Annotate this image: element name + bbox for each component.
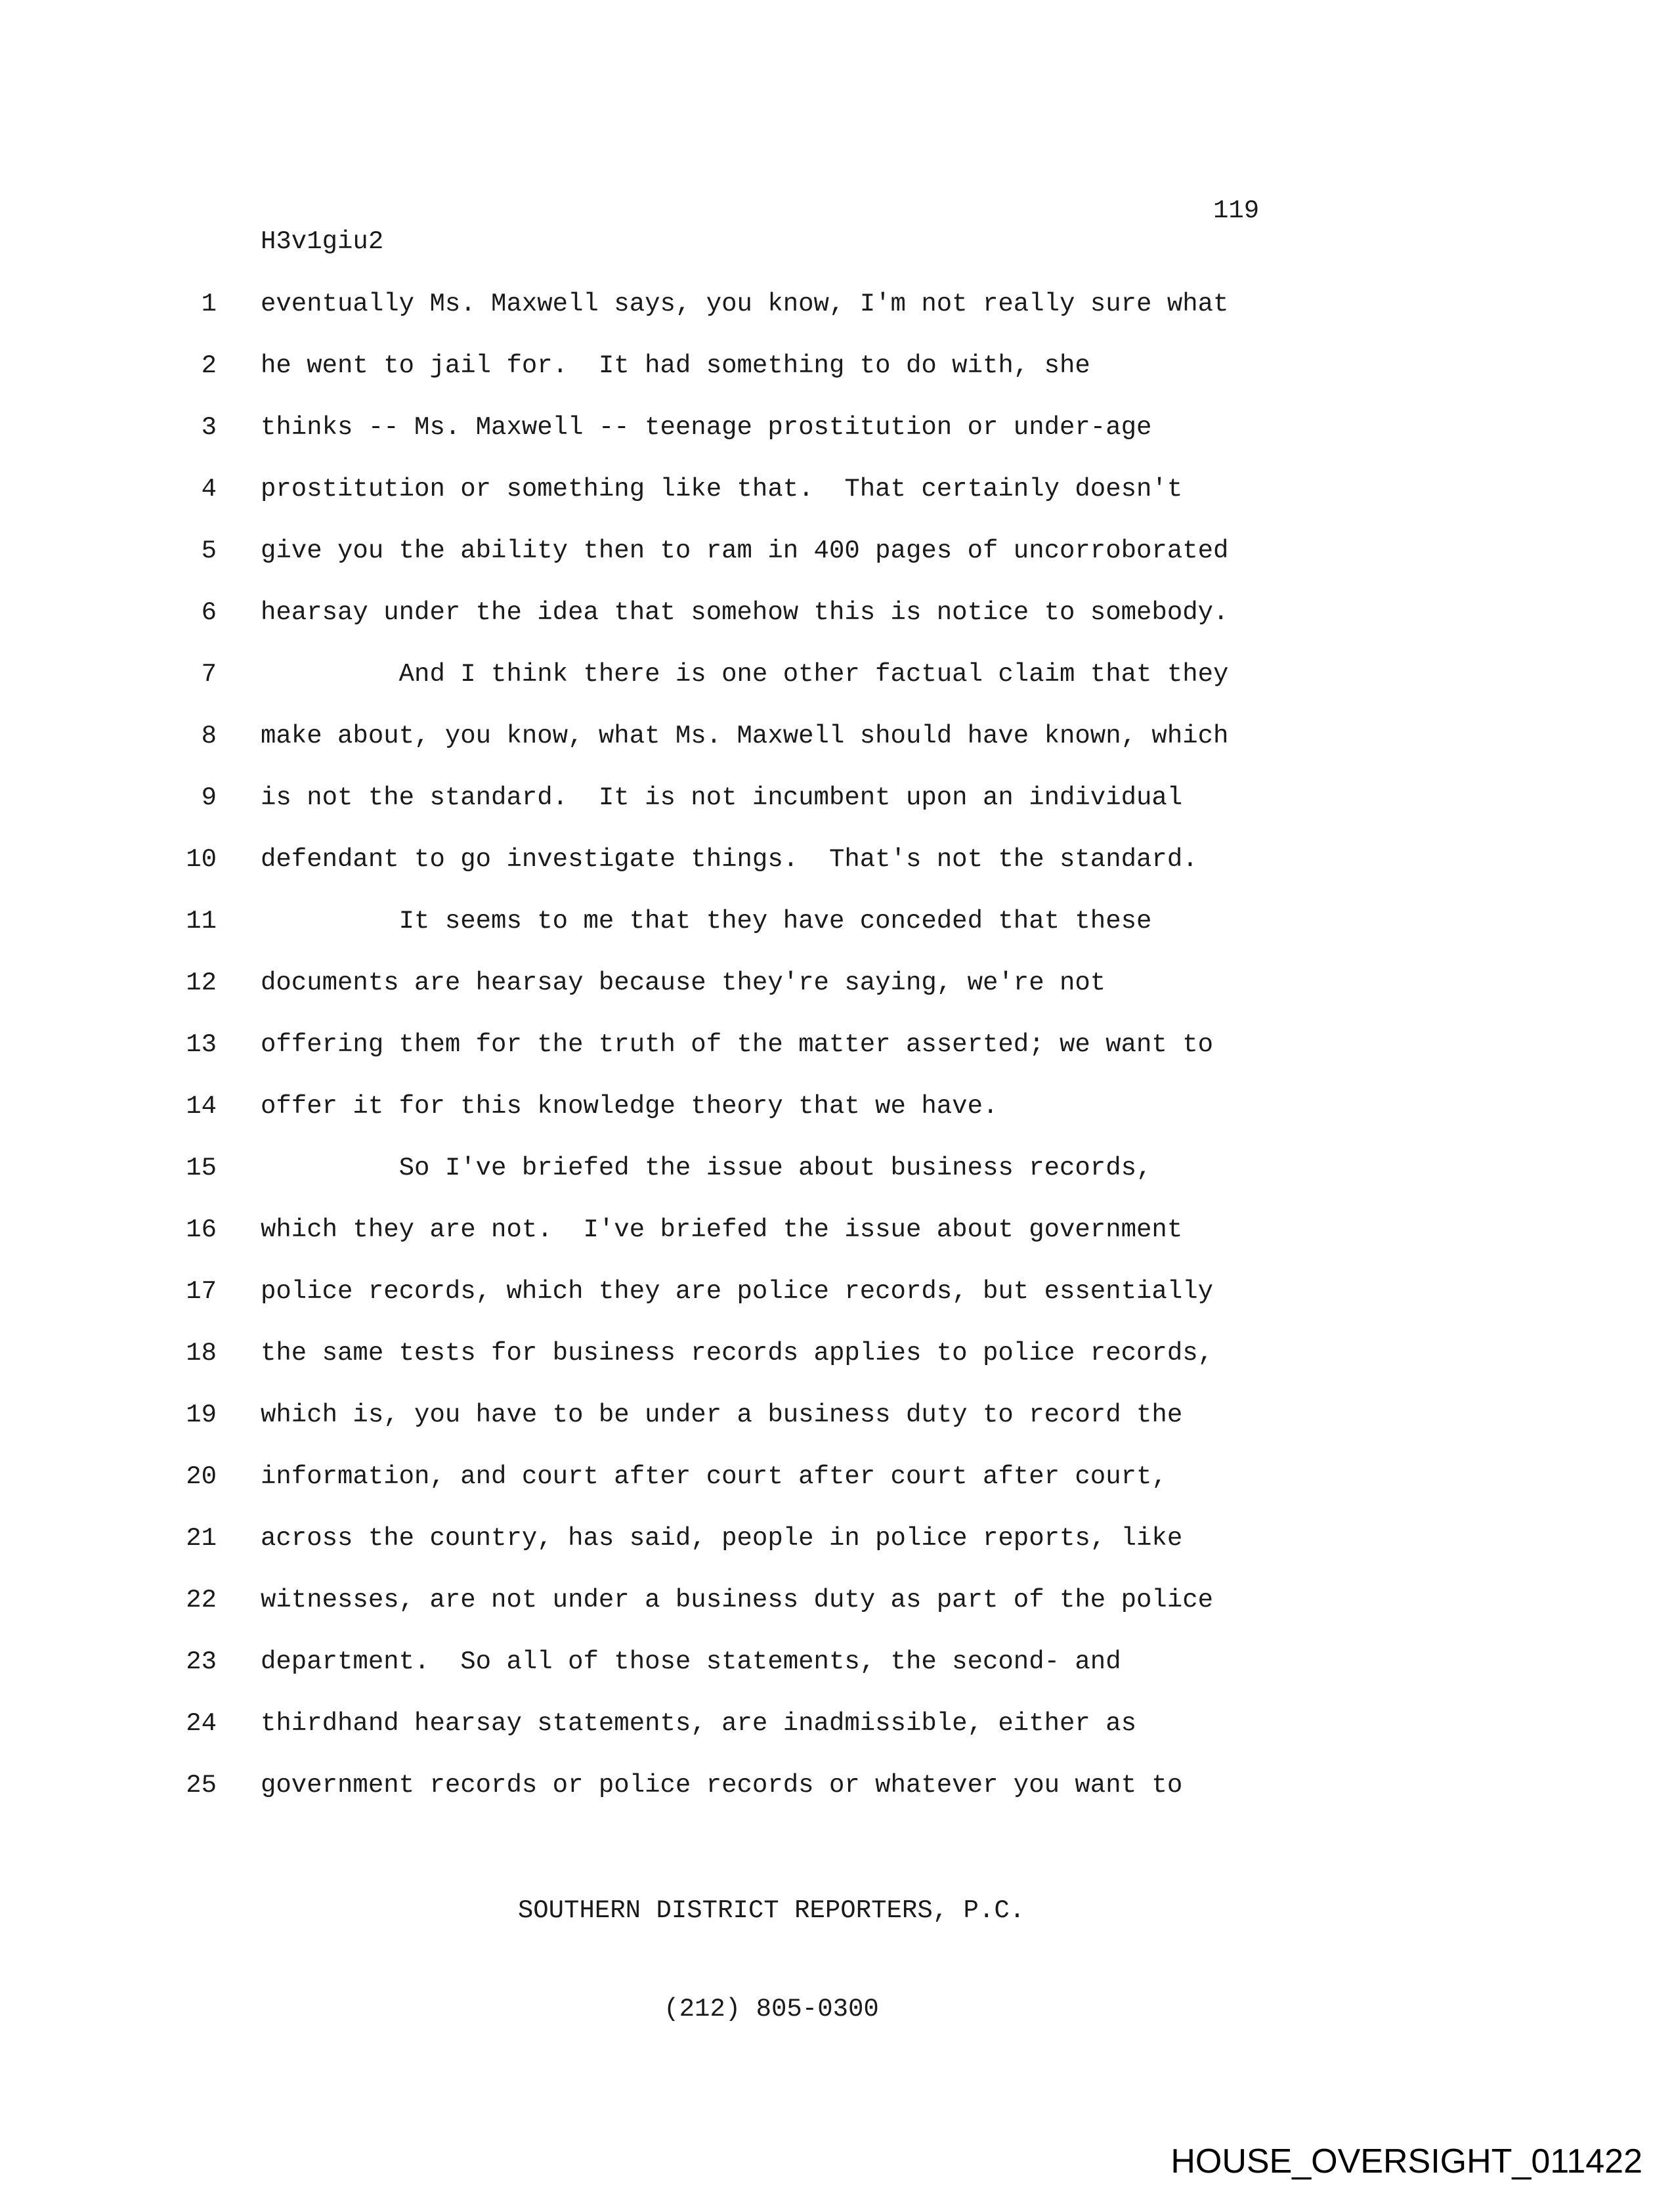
line-text: offering them for the truth of the matter asserted; we want to [261,1030,1214,1059]
line-number: 10 [186,845,217,874]
line-text: make about, you know, what Ms. Maxwell should have known, which [261,722,1229,750]
transcript-line [0,288,1674,349]
bates-number: HOUSE_OVERSIGHT_011422 [1170,2142,1642,2180]
reporter-name: SOUTHERN DISTRICT REPORTERS, P.C. [517,1896,1025,1925]
line-number: 14 [186,1092,217,1121]
line-number: 18 [186,1339,217,1368]
transcript-line [0,1769,1674,1831]
line-number: 25 [186,1771,217,1800]
line-text: information, and court after court after court after court, [261,1462,1167,1491]
transcript-line [0,411,1674,473]
line-text: offer it for this knowledge theory that we have. [261,1092,998,1121]
line-text: hearsay under the idea that somehow this is notice to somebody. [261,598,1229,627]
line-number: 1 [201,290,217,318]
line-text: documents are hearsay because they're saying, we're not [261,968,1106,997]
line-text: department. So all of those statements, the second- and [261,1647,1121,1676]
line-text: eventually Ms. Maxwell says, you know, I'm not really sure what [261,290,1229,318]
line-number: 8 [201,722,217,750]
line-text: across the country, has said, people in police reports, like [261,1524,1183,1553]
line-number: 6 [201,598,217,627]
line-number: 9 [201,783,217,812]
transcript-line [0,1090,1674,1152]
line-text: the same tests for business records applies to police records, [261,1339,1214,1368]
line-number: 16 [186,1215,217,1244]
line-text: give you the ability then to ram in 400 pages of uncorroborated [261,536,1229,565]
line-number: 7 [201,660,217,689]
line-number: 21 [186,1524,217,1553]
line-number: 2 [201,351,217,380]
line-text: defendant to go investigate things. That's not the standard. [261,845,1198,874]
line-number: 24 [186,1709,217,1738]
line-text: And I think there is one other factual claim that they [261,660,1229,689]
transcript-line [0,1460,1674,1522]
transcript-line [0,1152,1674,1213]
transcript-line [0,1337,1674,1399]
transcript-line [0,658,1674,720]
line-text: is not the standard. It is not incumbent upon an individual [261,783,1183,812]
transcript-line [0,596,1674,658]
line-number: 11 [186,907,217,936]
line-number: 3 [201,413,217,442]
transcript-line [0,1275,1674,1337]
transcript-line [0,534,1674,596]
case-code: H3v1giu2 [261,227,384,256]
transcript-line [0,1213,1674,1275]
line-number: 5 [201,536,217,565]
transcript-line [0,843,1674,905]
reporter-footer [0,1829,1543,2058]
transcript-line [0,1028,1674,1090]
page-number: 119 [1213,196,1260,225]
line-text: witnesses, are not under a business duty as part of the police [261,1586,1214,1615]
transcript-line [0,349,1674,411]
line-text: which they are not. I've briefed the issue about government [261,1215,1183,1244]
line-number: 15 [186,1154,217,1182]
line-text: thirdhand hearsay statements, are inadmissible, either as [261,1709,1137,1738]
line-text: he went to jail for. It had something to do with, she [261,351,1090,380]
transcript-line [0,1584,1674,1645]
line-text: prostitution or something like that. That certainly doesn't [261,475,1183,504]
line-text: which is, you have to be under a business duty to record the [261,1400,1183,1429]
line-number: 4 [201,475,217,504]
transcript-line [0,720,1674,781]
transcript-line [0,473,1674,534]
line-text: It seems to me that they have conceded that these [261,907,1152,936]
line-text: police records, which they are police records, but essentially [261,1277,1214,1306]
line-number: 12 [186,968,217,997]
line-text: government records or police records or whatever you want to [261,1771,1183,1800]
line-number: 23 [186,1647,217,1676]
transcript-body [0,288,1674,1831]
line-number: 13 [186,1030,217,1059]
transcript-line [0,1399,1674,1460]
line-number: 20 [186,1462,217,1491]
transcript-line [0,1707,1674,1769]
line-text: So I've briefed the issue about business records, [261,1154,1152,1182]
reporter-phone: (212) 805-0300 [664,1995,879,2024]
transcript-line [0,905,1674,966]
line-number: 17 [186,1277,217,1306]
transcript-line [0,1522,1674,1584]
line-text: thinks -- Ms. Maxwell -- teenage prostitution or under-age [261,413,1152,442]
line-number: 19 [186,1400,217,1429]
transcript-line [0,1645,1674,1707]
transcript-line [0,966,1674,1028]
line-number: 22 [186,1586,217,1615]
transcript-line [0,781,1674,843]
